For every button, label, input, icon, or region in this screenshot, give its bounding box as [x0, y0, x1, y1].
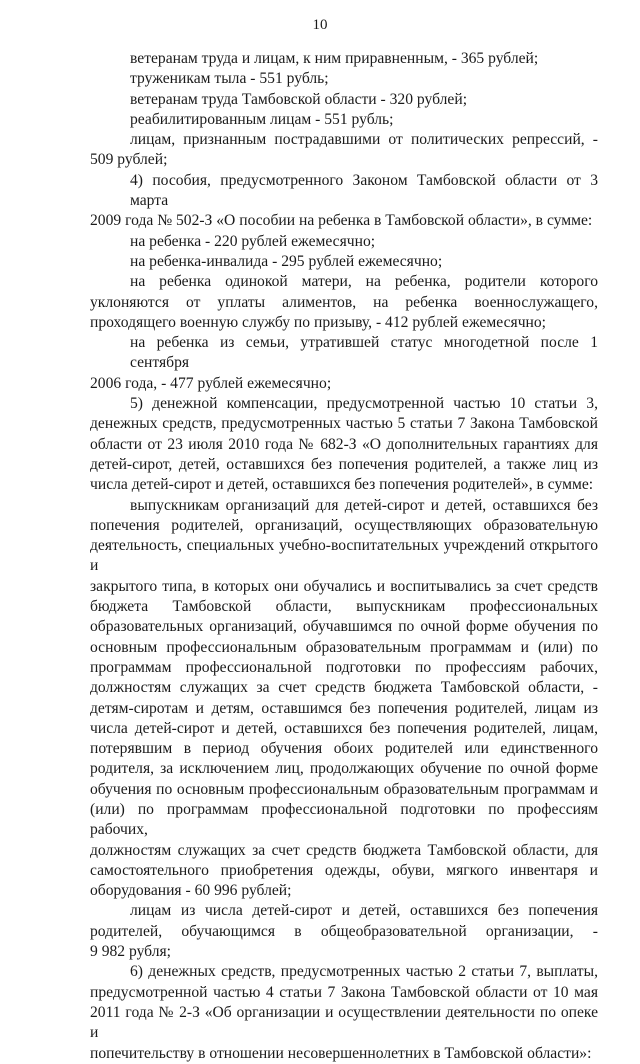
text-line: предусмотренной частью 4 статьи 7 Закона Тамбовской области от 10 мая: [90, 983, 598, 1001]
page-number: 10: [312, 17, 328, 33]
text-line: деятельность, специальных учебно-воспитательных учреждений открытого и: [90, 537, 598, 575]
text-line: 6) денежных средств, предусмотренных частью 2 статьи 7, выплаты,: [130, 963, 598, 981]
text-line: 2011 года № 2-З «Об организации и осуществлении деятельности по опеке и: [90, 1003, 598, 1042]
text-line: 2006 года, - 477 рублей ежемесячно;: [90, 374, 332, 392]
document-body: [90, 49, 598, 1064]
text-line: на ребенка одинокой матери, на ребенка, родители которого: [130, 273, 598, 291]
text-line: 5) денежной компенсации, предусмотренной частью 10 статьи 3,: [130, 395, 598, 413]
text-line: родителя, за исключением лиц, продолжающих обучение по очной форме: [90, 760, 598, 778]
text-line: программам профессиональной подготовки по профессиям рабочих,: [90, 658, 598, 676]
text-line: детям-сиротам и детям, оставшимся без попечения родителей, лицам из: [90, 699, 598, 717]
text-line: 2009 года № 502-З «О пособии на ребенка в Тамбовской области», в сумме:: [90, 212, 593, 230]
text-line: образовательных организаций, обучавшимся по очной форме обучения по: [90, 618, 598, 636]
text-line: на ребенка из семьи, утратившей статус многодетной после 1 сентября: [130, 334, 598, 372]
text-line: (или) по программам профессиональной подготовки по профессиям рабочих,: [90, 800, 598, 839]
text-line: уклоняются от уплаты алиментов, на ребенка военнослужащего,: [90, 293, 598, 311]
text-line: самостоятельного приобретения одежды, обуви, мягкого инвентаря и: [90, 861, 598, 879]
text-line: области от 23 июля 2010 года № 682-З «О дополнительных гарантиях для: [90, 435, 598, 453]
text-line: детей-сирот, детей, оставшихся без попечения родителей, а также лиц из: [90, 455, 598, 473]
text-line: ветеранам труда Тамбовской области - 320 рублей;: [130, 90, 468, 108]
text-line: 4) пособия, предусмотренного Законом Тамбовской области от 3 марта: [130, 171, 598, 210]
text-line: числа детей-сирот и детей, оставшихся без попечения родителей, лицам,: [90, 719, 598, 737]
text-line: 509 рублей;: [90, 151, 168, 169]
text-line: родителей, обучающимся в общеобразовательной организации, -: [90, 922, 598, 940]
text-line: денежных средств, предусмотренных частью 5 статьи 7 Закона Тамбовской: [90, 415, 598, 433]
text-line: попечения родителей, организаций, осуществляющих образовательную: [90, 516, 598, 534]
text-line: закрытого типа, в которых они обучались и воспитывались за счет средств: [90, 577, 598, 595]
text-line: бюджета Тамбовской области, выпускникам профессиональных: [90, 598, 598, 616]
text-line: потерявшим в период обучения обоих родителей или единственного: [90, 740, 598, 758]
text-line: ветеранам труда и лицам, к ним приравненным, - 365 рублей;: [130, 50, 539, 67]
text-line: 9 982 рубля;: [90, 943, 171, 961]
text-line: реабилитированным лицам - 551 рубль;: [130, 110, 394, 128]
text-line: лицам из числа детей-сирот и детей, оставшихся без попечения: [130, 902, 598, 920]
text-line: попечительству в отношении несовершеннолетних в Тамбовской области»:: [90, 1044, 592, 1062]
text-line: на ребенка - 220 рублей ежемесячно;: [130, 232, 376, 250]
text-line: числа детей-сирот и детей, оставшихся без попечения родителей», в сумме:: [90, 476, 594, 494]
text-line: обучения по основным профессиональным образовательным программам и: [90, 780, 598, 798]
text-line: основным профессиональным образовательным программам и (или) по: [90, 638, 598, 656]
text-line: должностям служащих за счет средств бюджета Тамбовской области, -: [90, 679, 598, 697]
text-line: лицам, признанным пострадавшими от политических репрессий, -: [130, 131, 598, 149]
text-line: на ребенка-инвалида - 295 рублей ежемесячно;: [130, 252, 443, 270]
text-line: труженикам тыла - 551 рубль;: [130, 70, 329, 88]
text-line: выпускникам организаций для детей-сирот и детей, оставшихся без: [130, 496, 598, 514]
text-line: должностям служащих за счет средств бюджета Тамбовской области, для: [90, 841, 598, 859]
text-line: проходящего военную службу по призыву, - 412 рублей ежемесячно;: [90, 313, 547, 331]
text-line: оборудования - 60 996 рублей;: [90, 882, 292, 900]
